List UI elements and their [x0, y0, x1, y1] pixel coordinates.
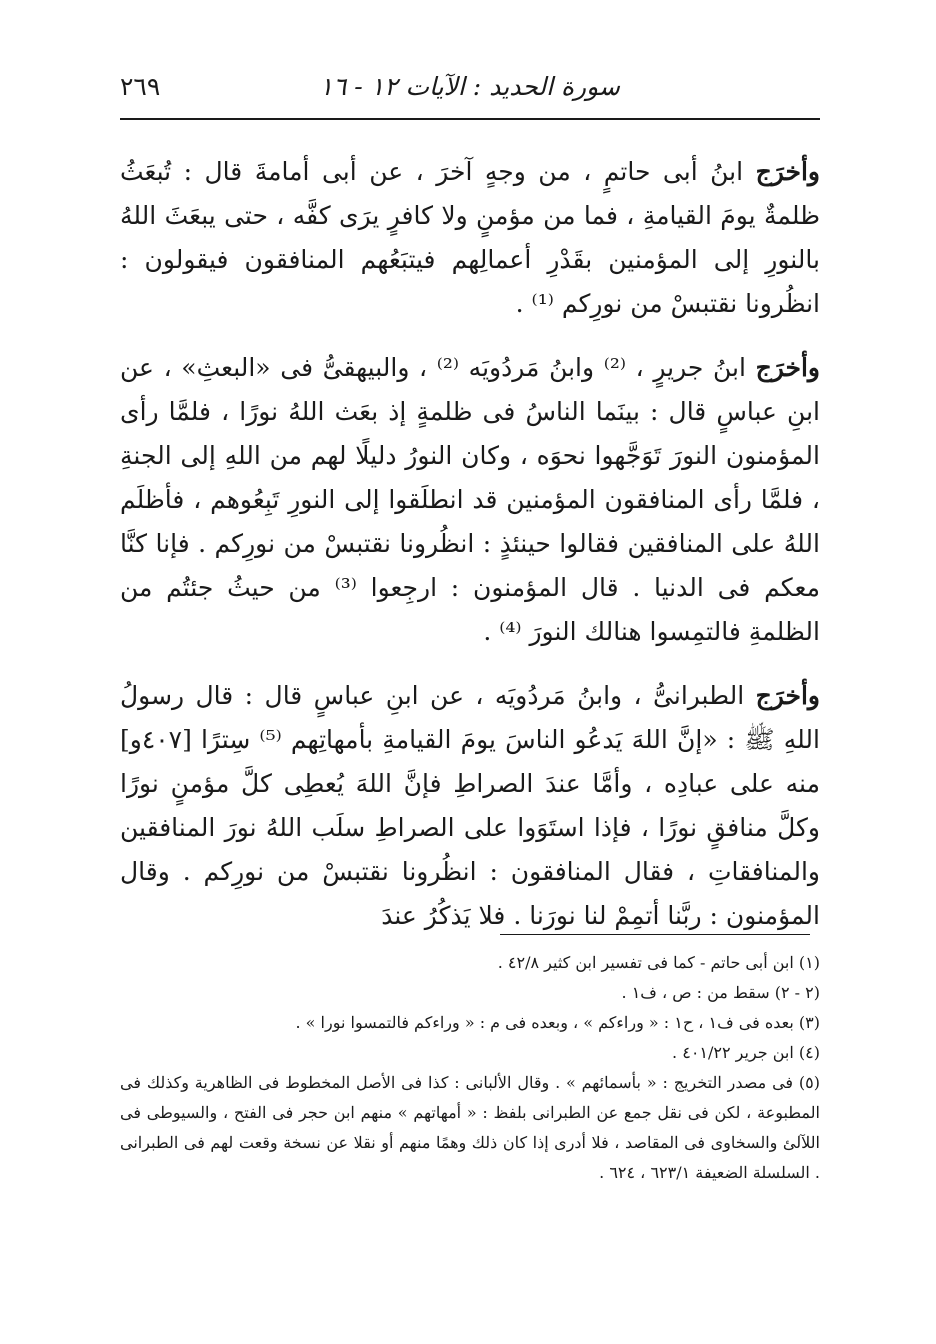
paragraph-body: ابنُ جريرٍ ، ⁽²⁾ وابنُ مَردُويَه ⁽²⁾ ، والبيهقىُّ فى «البعثِ» ، عن ابنِ عباسٍ قال : بينَما الناسُ فى ظلمةٍ إذ بعَث اللهُ نورًا ، فلمَّا رأى المؤمنون النورَ تَوَجَّهوا نحوَه ، وكان النورُ دليلًا لهم من اللهِ إلى الجنةِ ، فلمَّا رأى المنافقون المؤمنين قد انطلَقوا إلى النورِ تَبِعُوهم ، فأظلَم اللهُ على المنافقين فقالوا حينئذٍ : انظُرونا نقتبسْ من نورِكم . فإنا كنَّا معكم فى الدنيا . قال المؤمنون : ارجِعوا ⁽³⁾ من حيثُ جئتُم من الظلمةِ فالتمِسوا هنالك النورَ ⁽⁴⁾ . — [120, 353, 821, 646]
running-header-title: سورة الحديد : الآيات ١٢ - ١٦ — [319, 72, 620, 101]
paragraph-body: الطبرانىُّ ، وابنُ مَردُويَه ، عن ابنِ عباسٍ قال : قال رسولُ اللهِ ﷺ : «إنَّ اللهَ يَدعُو الناسَ يومَ القيامةِ بأمهاتِهم ⁽⁵⁾ سِترًا [٤٠٧و] منه على عبادِه ، وأمَّا عندَ الصراطِ فإنَّ اللهَ يُعطِى كلَّ مؤمنٍ نورًا وكلَّ منافقٍ نورًا ، فإذا استَوَوا على الصراطِ سلَب اللهُ نورَ المنافقين والمنافقاتِ ، فقال المنافقون : انظُرونا نقتبسْ من نورِكم . وقال المؤمنون : ربَّنا أتمِمْ لنا نورَنا . فلا يَذكُرُ عندَ — [120, 681, 820, 930]
header-divider — [120, 118, 820, 120]
footnote-4: (٤) ابن جرير ٤٠١/٢٢ . — [672, 1043, 820, 1062]
paragraph-body: ابنُ أبى حاتمٍ ، من وجهٍ آخرَ ، عن أبى أمامةَ قال : تُبعَثُ ظلمةٌ يومَ القيامةِ ، فما من مؤمنٍ ولا كافرٍ يرَى كفَّه ، حتى يبعَثَ اللهُ بالنورِ إلى المؤمنين بقَدْرِ أعمالِهم فيتبَعُهم المنافقون فيقولون : انظُرونا نقتبسْ من نورِكم ⁽¹⁾ . — [120, 157, 820, 318]
main-text — [120, 150, 820, 958]
paragraph-lead-word: وأخرَج — [755, 681, 820, 710]
page-number: ٢٦٩ — [120, 72, 161, 101]
footnote-divider — [500, 934, 810, 935]
paragraph-lead-word: وأخرَج — [755, 157, 820, 186]
paragraph-1 — [120, 150, 820, 326]
paragraph-2 — [120, 346, 820, 654]
footnote-1: (١) ابن أبى حاتم - كما فى تفسير ابن كثير ٤٢/٨ . — [497, 953, 820, 972]
paragraph-lead-word: وأخرَج — [755, 353, 820, 382]
footnote-5: (٥) فى مصدر التخريج : « بأسمائهم » . وقال الألبانى : كذا فى الأصل المخطوط فى الظاهرية وكذلك فى المطبوعة ، لكن فى نقل جمع عن الطبرانى بلفظ : « أمهاتهم » منهم ابن حجر فى الفتح ، والسيوطى فى اللآلئ والسخاوى فى المقاصد ، فلا أدرى إذا كان ذلك وهمًا منهم أو نقلا عن نسخة وقعت لهم فى الطبرانى . السلسلة الضعيفة ٦٢٣/١ ، ٦٢٤ . — [120, 1073, 821, 1182]
footnote-2: (٢ - ٢) سقط من : ص ، ف١ . — [621, 983, 820, 1002]
running-header — [120, 64, 820, 120]
footnotes — [120, 948, 820, 1188]
paragraph-3 — [120, 674, 820, 938]
footnote-3: (٣) بعده فى ف١ ، ح١ : « وراءكم » ، وبعده فى م : « وراءكم فالتمسوا نورا » . — [295, 1013, 820, 1032]
